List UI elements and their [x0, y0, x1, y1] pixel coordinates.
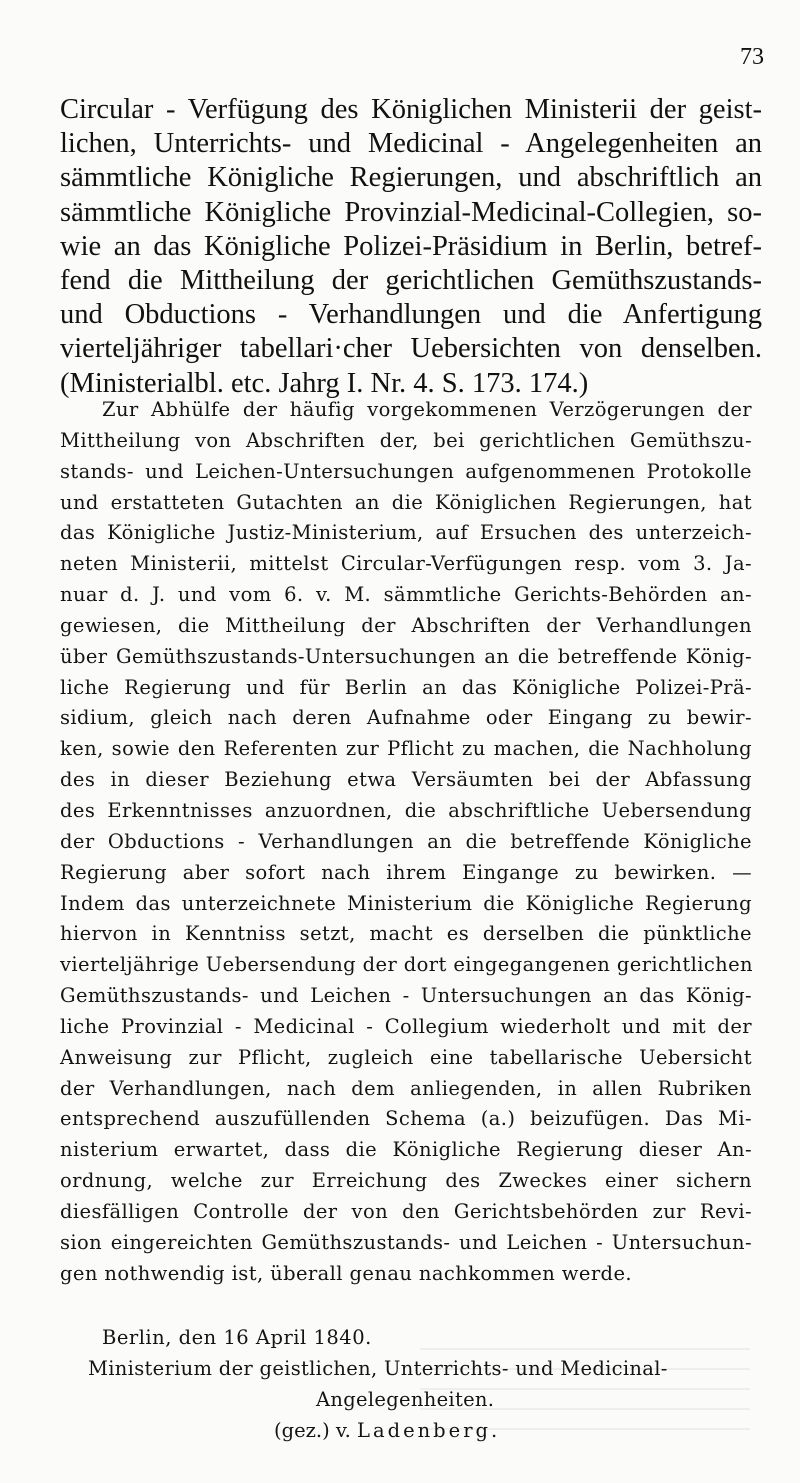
heading-line: und Obductions - Verhandlungen und die Anfertigung [60, 299, 762, 331]
body-line: Zur Abhülfe der häufig vorgekommenen Verzögerungen der [102, 398, 752, 421]
heading-line: fend die Mittheilung der gerichtlichen Gemüthszustands- [60, 264, 762, 296]
body-line: nuar d. J. und vom 6. v. M. sämmtliche Gerichts-Behörden an- [60, 583, 752, 607]
signatory-name: Ladenberg. [357, 1419, 501, 1442]
heading-line: Circular - Verfügung des Königlichen Ministerii der geist- [60, 94, 762, 125]
body-line: der Obductions - Verhandlungen an die betreffende Königliche [60, 829, 752, 853]
body-line: hiervon in Kenntniss setzt, macht es derselben die pünktliche [60, 922, 752, 946]
body-line: sidium, gleich nach deren Aufnahme oder Eingang zu bewir- [60, 706, 752, 730]
body-line: Indem das unterzeichnete Ministerium die Königliche Regierung [60, 891, 752, 915]
body-line: liche Regierung und für Berlin an das Königliche Polizei-Prä- [60, 675, 752, 699]
body-line: nisterium erwartet, dass die Königliche Regierung dieser An- [60, 1138, 752, 1162]
body-line: das Königliche Justiz-Ministerium, auf Ersuchen des unterzeich- [60, 521, 752, 545]
heading-line: sämmtliche Königliche Regierungen, und abschriftlich an [60, 162, 762, 194]
body-paragraph [60, 395, 752, 1289]
body-line: gewiesen, die Mittheilung der Abschriften der Verhandlungen [60, 613, 752, 637]
signature-date: Berlin, den 16 April 1840. [102, 1326, 372, 1349]
body-line: entsprechend auszufüllenden Schema (a.) beizufügen. Das Mi- [60, 1107, 752, 1131]
signature-block [60, 1322, 760, 1446]
signature-ministry-continued: Angelegenheiten. [316, 1388, 495, 1411]
body-line: über Gemüthszustands-Untersuchungen an die betreffende König- [60, 644, 752, 668]
heading-line: sämmtliche Königliche Provinzial-Medicinal-Collegien, so- [60, 196, 762, 228]
heading-line: (Ministerialbl. etc. Jahrg I. Nr. 4. S. 173. 174.) [60, 367, 589, 399]
heading-line: vierteljähriger tabellari·cher Uebersichten von denselben. [60, 333, 762, 365]
heading-line: wie an das Königliche Polizei-Präsidium in Berlin, betref- [60, 230, 762, 262]
body-line: stands- und Leichen-Untersuchungen aufgenommenen Protokolle [60, 459, 752, 483]
body-line: sion eingereichten Gemüthszustands- und Leichen - Untersuchun- [60, 1230, 752, 1254]
body-line: Anweisung zur Pflicht, zugleich eine tabellarische Uebersicht [60, 1045, 752, 1069]
body-line: Regierung aber sofort nach ihrem Eingange zu bewirken. — [60, 860, 752, 884]
body-line: der Verhandlungen, nach dem anliegenden, in allen Rubriken [60, 1076, 752, 1100]
signed-prefix: (gez.) v. [274, 1419, 351, 1442]
body-line: diesfälligen Controlle der von den Gerichtsbehörden zur Revi- [60, 1199, 752, 1223]
body-line: Mittheilung von Abschriften der, bei gerichtlichen Gemüthszu- [60, 428, 752, 452]
page-number: 73 [740, 44, 764, 70]
body-line: des Erkenntnisses anzuordnen, die abschriftliche Uebersendung [60, 798, 752, 822]
heading-line: lichen, Unterrichts- und Medicinal - Angelegenheiten an [60, 128, 762, 160]
body-line: ordnung, welche zur Erreichung des Zweckes einer sichern [60, 1169, 752, 1193]
body-line: vierteljährige Uebersendung der dort eingegangenen gerichtlichen [60, 953, 754, 977]
signature-ministry: Ministerium der geistlichen, Unterrichts- und Medicinal- [88, 1357, 668, 1380]
body-line: gen nothwendig ist, überall genau nachkommen werde. [60, 1261, 632, 1285]
signatory-line [60, 1415, 760, 1446]
body-line: neten Ministerii, mittelst Circular-Verfügungen resp. vom 3. Ja- [60, 552, 752, 576]
body-line: ken, sowie den Referenten zur Pflicht zu machen, die Nachholung [60, 737, 752, 761]
body-line: liche Provinzial - Medicinal - Collegium wiederholt und mit der [60, 1014, 752, 1038]
body-line: des in dieser Beziehung etwa Versäumten bei der Abfassung [60, 768, 752, 792]
document-heading [60, 93, 762, 401]
body-line: Gemüthszustands- und Leichen - Untersuchungen an das König- [60, 984, 752, 1008]
body-line: und erstatteten Gutachten an die Königlichen Regierungen, hat [60, 490, 752, 514]
